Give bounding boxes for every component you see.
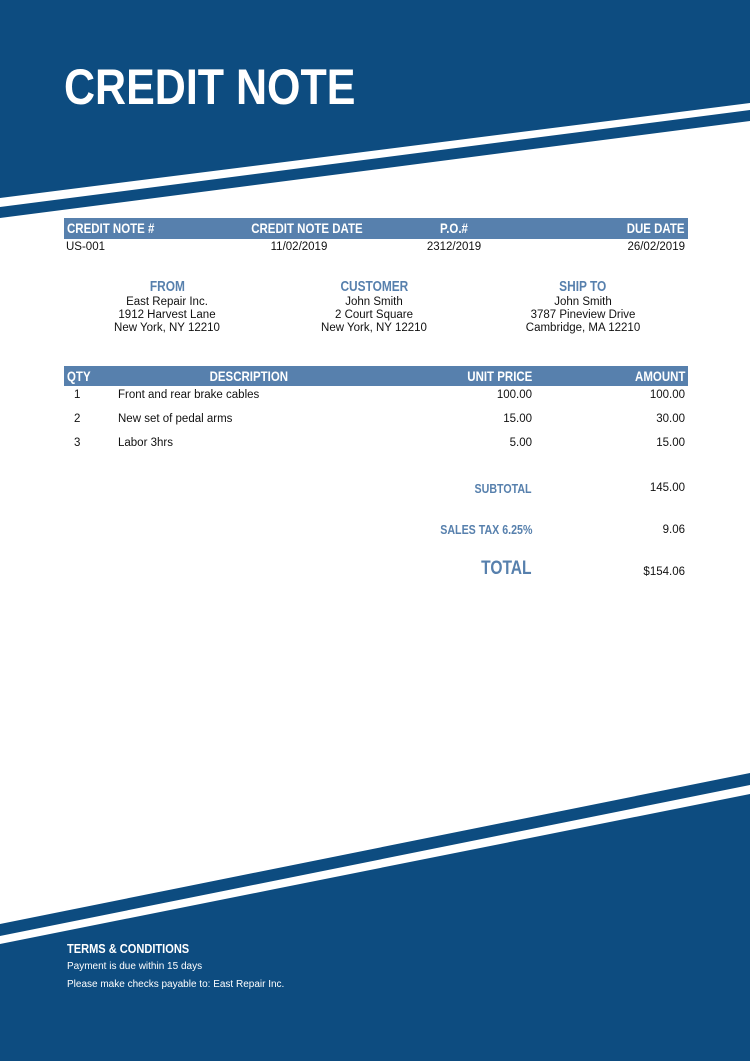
customer-city: New York, NY 12210 (321, 322, 427, 334)
meta-header-number: CREDIT NOTE # (67, 220, 155, 236)
meta-value-number: US-001 (66, 241, 105, 253)
terms-heading: TERMS & CONDITIONS (67, 941, 190, 956)
items-header-unit-price: UNIT PRICE (466, 368, 532, 384)
meta-value-due: 26/02/2019 (627, 241, 685, 253)
row-description: New set of pedal arms (118, 413, 233, 425)
customer-name: John Smith (345, 296, 403, 308)
meta-header-po: P.O.# (440, 220, 468, 236)
ship-to-city: Cambridge, MA 12210 (525, 322, 641, 334)
bottom-banner (0, 794, 750, 1061)
customer-heading: CUSTOMER (340, 279, 408, 295)
row-amount: 30.00 (656, 413, 685, 425)
from-name: East Repair Inc. (126, 296, 208, 308)
from-street: 1912 Harvest Lane (118, 309, 216, 321)
row-amount: 100.00 (649, 389, 685, 401)
table-row (64, 389, 688, 405)
meta-header-due: DUE DATE (627, 220, 685, 236)
tax-label: SALES TAX 6.25% (439, 522, 532, 537)
meta-value-date: 11/02/2019 (270, 241, 328, 253)
row-unit-price: 15.00 (503, 413, 532, 425)
table-row (64, 413, 688, 429)
total-value: $154.06 (643, 566, 685, 578)
customer-block (274, 279, 474, 335)
meta-header-date: CREDIT NOTE DATE (251, 220, 363, 236)
table-row (64, 437, 688, 453)
subtotal-label: SUBTOTAL (474, 481, 532, 496)
row-qty: 2 (74, 413, 81, 425)
tax-value: 9.06 (662, 524, 685, 536)
row-qty: 3 (74, 437, 81, 449)
total-label: TOTAL (481, 558, 532, 579)
meta-value-po: 2312/2019 (426, 241, 482, 253)
from-block (67, 279, 267, 335)
row-unit-price: 5.00 (509, 437, 532, 449)
ship-to-street: 3787 Pineview Drive (530, 309, 636, 321)
row-description: Front and rear brake cables (118, 389, 260, 401)
row-unit-price: 100.00 (496, 389, 532, 401)
items-header-qty: QTY (67, 368, 91, 384)
row-qty: 1 (74, 389, 81, 401)
from-heading: FROM (149, 279, 185, 295)
items-header-bar (64, 366, 688, 386)
meta-values-row (64, 241, 688, 257)
row-description: Labor 3hrs (118, 437, 173, 449)
terms-line-1: Payment is due within 15 days (67, 961, 203, 972)
terms-line-2: Please make checks payable to: East Repair Inc. (67, 979, 285, 990)
subtotal-value: 145.00 (649, 482, 685, 494)
items-header-amount: AMOUNT (634, 368, 685, 384)
ship-to-block (483, 279, 683, 335)
ship-to-heading: SHIP TO (559, 279, 607, 295)
items-header-description: DESCRIPTION (209, 368, 289, 384)
customer-street: 2 Court Square (335, 309, 413, 321)
document-title: CREDIT NOTE (64, 59, 356, 115)
meta-header-bar (64, 218, 688, 239)
row-amount: 15.00 (656, 437, 685, 449)
from-city: New York, NY 12210 (114, 322, 220, 334)
ship-to-name: John Smith (554, 296, 612, 308)
